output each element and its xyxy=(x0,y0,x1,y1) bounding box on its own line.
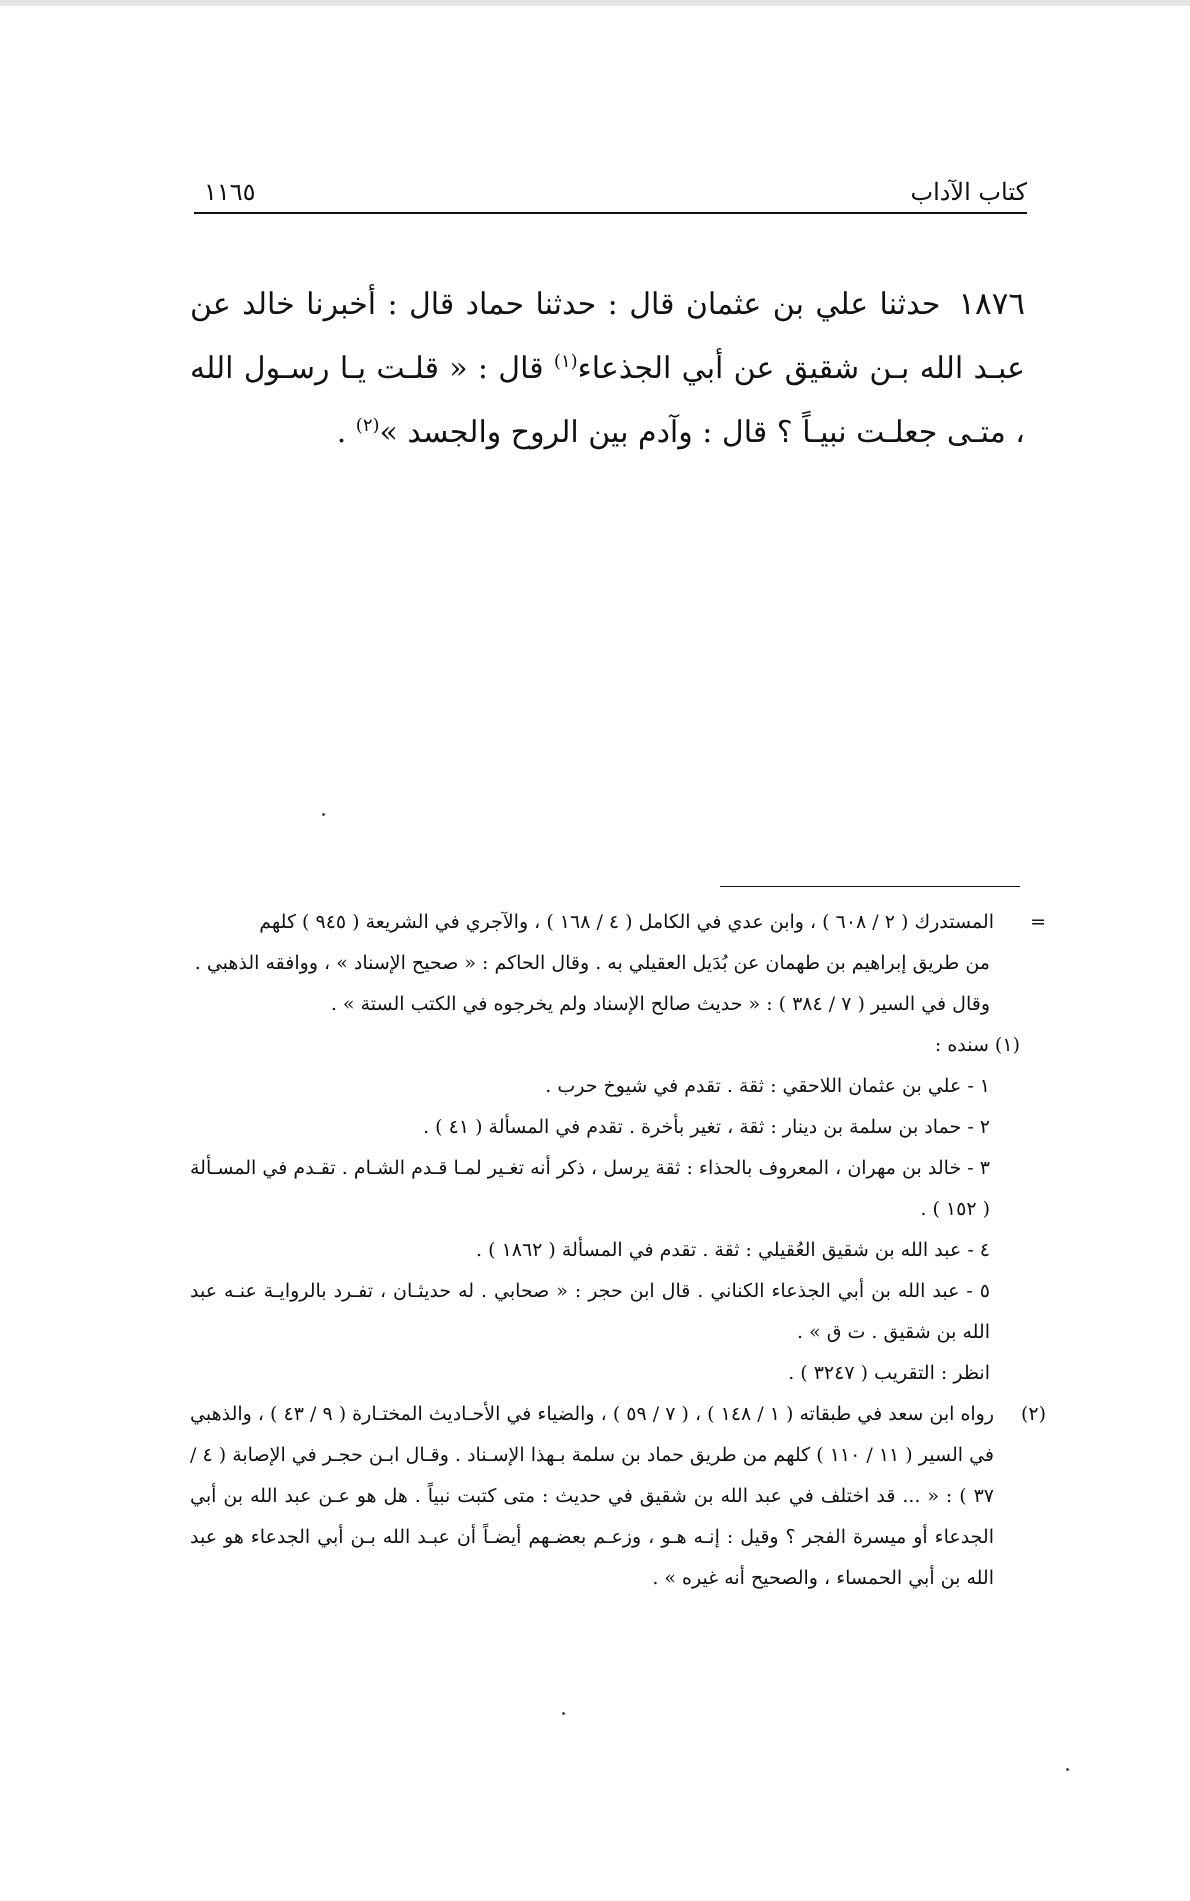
page-header xyxy=(194,176,1027,214)
scan-speck xyxy=(1066,1768,1069,1771)
hadith-text-part2: قال : « قلـت يـا رسـول الله ، متـى جعلـت نبيـاً ؟ قال : وآدم بين الروح والجسد » xyxy=(190,351,1025,450)
scan-top-edge xyxy=(0,0,1190,6)
footnote-2-marker: (٢) xyxy=(1020,1403,1047,1425)
footnote-continuation-line: وقال في السير ( ٧ / ٣٨٤ ) : « حديث صالح الإسناد ولم يخرجوه في الكتب الستة » . xyxy=(330,993,990,1015)
hadith-text xyxy=(190,272,1025,465)
footnote-1-item: ٤ - عبد الله بن شقيق العُقيلي : ثقة . تقدم في المسألة ( ١٨٦٢ ) . xyxy=(476,1239,990,1261)
footnote-1-see: انظر : التقريب ( ٣٢٤٧ ) . xyxy=(788,1362,990,1384)
scan-speck xyxy=(322,813,325,816)
footnote-continuation-line: من طريق إبراهيم بن طهمان عن بُدَيل العقيلي به . وقال الحاكم : « صحيح الإسناد » ، ووافقه الذهبي . xyxy=(194,952,990,974)
footnote-1-item: ٥ - عبد الله بن أبي الجذعاء الكناني . قال ابن حجر : « صحابي . له حديثـان ، تفـرد بالروايـة عنـه عبد الله بن شقيق . ت ق » . xyxy=(190,1280,990,1343)
running-title: كتاب الآداب xyxy=(910,178,1027,206)
footnote-separator xyxy=(720,886,1020,887)
footnote-ref-2: (٢) xyxy=(355,415,380,436)
footnote-ref-1: (١) xyxy=(553,351,578,372)
footnote-continuation-line: =المستدرك ( ٢ / ٦٠٨ ) ، وابن عدي في الكامل ( ٤ / ١٦٨ ) ، والآجري في الشريعة ( ٩٤٥ ) كلهم xyxy=(190,902,1020,943)
footnote-2 xyxy=(190,1394,1047,1599)
footnote-1-heading: (١) سنده : xyxy=(934,1034,1020,1056)
hadith-text-end: . xyxy=(336,415,356,450)
footnotes xyxy=(190,902,1047,1599)
page-number: ١١٦٥ xyxy=(204,178,256,206)
footnote-1-item: ٣ - خالد بن مهران ، المعروف بالحذاء : ثقة يرسل ، ذكر أنه تغـير لمـا قـدم الشـام . تقـدم في المسـألة ( ١٥٢ ) . xyxy=(190,1157,990,1220)
continuation-marker: = xyxy=(1030,911,1046,933)
hadith-text-part1: حدثنا علي بن عثمان قال : حدثنا حماد قال : أخبرنا خالد عن عبـد الله بـن شقيق عن أبي الجذعاء xyxy=(190,287,1025,386)
footnote-2-text: رواه ابن سعد في طبقاته ( ١ / ١٤٨ ) ، ( ٧ / ٥٩ ) ، والضياء في الأحـاديث المختـارة ( ٩ / ٤٣ ) ، والذهبي في السير ( ١١ / ١١٠ ) كلهم من طريق حماد بن سلمة بـهذا الإسـناد . وقـال ابـن حجـر في الإصابة ( ٤ / ٣٧ ) : « ... قد اختلف في عبد الله بن شقيق في حديث : متى كتبت نبياً . هل هو عـن عبد الله بن أبي الجدعاء أو ميسرة الفجر ؟ وقيل : إنـه هـو ، وزعـم بعضـهم أيضـاً أن عبـد الله بـن أبي الجدعاء هو عبد الله بن أبي الحمساء ، والصحيح أنه غيره » . xyxy=(190,1403,995,1589)
scan-speck xyxy=(562,1712,565,1715)
footnote-1-item: ٢ - حماد بن سلمة بن دينار : ثقة ، تغير بأخرة . تقدم في المسألة ( ٤١ ) . xyxy=(423,1116,990,1138)
footnote-1-item: ١ - علي بن عثمان اللاحقي : ثقة . تقدم في شيوخ حرب . xyxy=(545,1075,990,1097)
hadith-number: ١٨٧٦ xyxy=(958,286,1025,322)
